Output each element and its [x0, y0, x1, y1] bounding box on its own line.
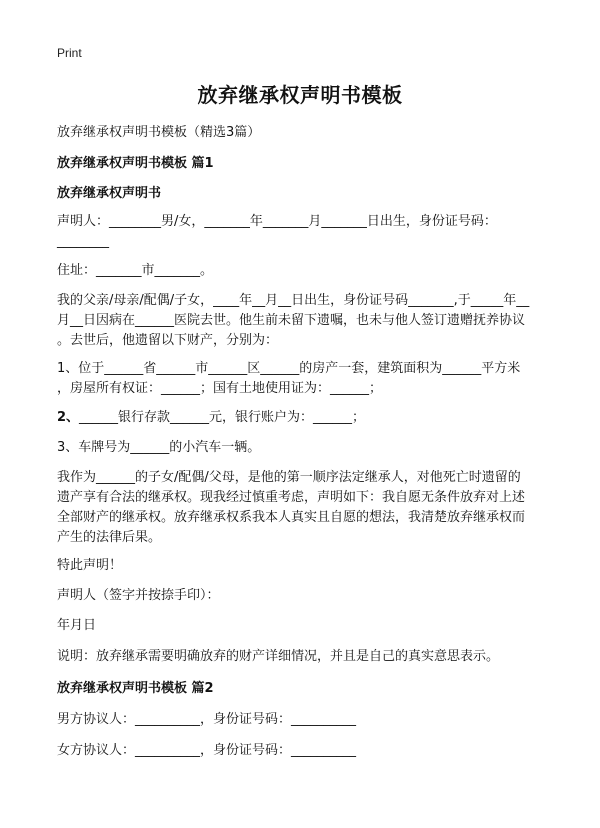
declarant-line-1: 声明人：________男/女，_______年_______月_______日出生，身份证号码： [57, 214, 497, 229]
address-line: 住址：_______市_______。 [57, 263, 214, 278]
statement-line-2: 遗产享有合法的继承权。现我经过慎重考虑，声明如下：我自愿无条件放弃对上述 [57, 490, 526, 505]
property-item-3: 3、车牌号为______的小汽车一辆。 [57, 440, 261, 455]
special-statement: 特此声明！ [57, 558, 123, 573]
property-item-2 [57, 408, 365, 428]
parent-paragraph-line-2: 月__日因病在______医院去世。他生前未留下遗嘱，也未与他人签订遗赠抚养协议 [57, 313, 526, 328]
page-title: 放弃继承权声明书模板 [197, 83, 403, 107]
property-item-1-line-1: 1、位于______省______市______区______的房产一套，建筑面积为______平方米 [57, 361, 521, 376]
parent-paragraph-line-1: 我的父亲/母亲/配偶/子女，____年__月__日出生，身份证号码_______,于_____年__ [57, 293, 530, 308]
date-line: 年月日 [57, 618, 97, 633]
declarant-line-2: ________ [57, 234, 109, 249]
statement-line-1: 我作为______的子女/配偶/父母，是他的第一顺序法定继承人，对他死亡时遗留的 [57, 470, 521, 485]
signature-line: 声明人（签字并按捺手印）： [57, 588, 220, 603]
section2-heading: 放弃继承权声明书模板 篇2 [57, 681, 214, 696]
document-subtitle: 放弃继承权声明书模板（精选3篇） [57, 125, 261, 140]
explanation-note: 说明：放弃继承需要明确放弃的财产详细情况，并且是自己的真实意思表示。 [57, 649, 500, 664]
print-link[interactable]: Print [57, 46, 82, 60]
female-party-line: 女方协议人：__________，身份证号码：__________ [57, 743, 357, 758]
statement-line-4: 产生的法律后果。 [57, 530, 162, 545]
section1-heading: 放弃继承权声明书模板 篇1 [57, 156, 214, 171]
male-party-line: 男方协议人：__________，身份证号码：__________ [57, 712, 357, 727]
section1-subheading: 放弃继承权声明书 [57, 186, 162, 201]
parent-paragraph-line-3: 。去世后，他遗留以下财产，分别为： [57, 333, 279, 348]
property-item-1-line-2: ，房屋所有权证：______；国有土地使用证为：______； [57, 381, 383, 396]
property-item-2-text: ______银行存款______元，银行账户为：______； [79, 410, 366, 425]
property-item-2-number: 2、 [57, 410, 80, 425]
statement-line-3: 全部财产的继承权。放弃继承权系我本人真实且自愿的想法，我清楚放弃继承权而 [57, 510, 526, 525]
